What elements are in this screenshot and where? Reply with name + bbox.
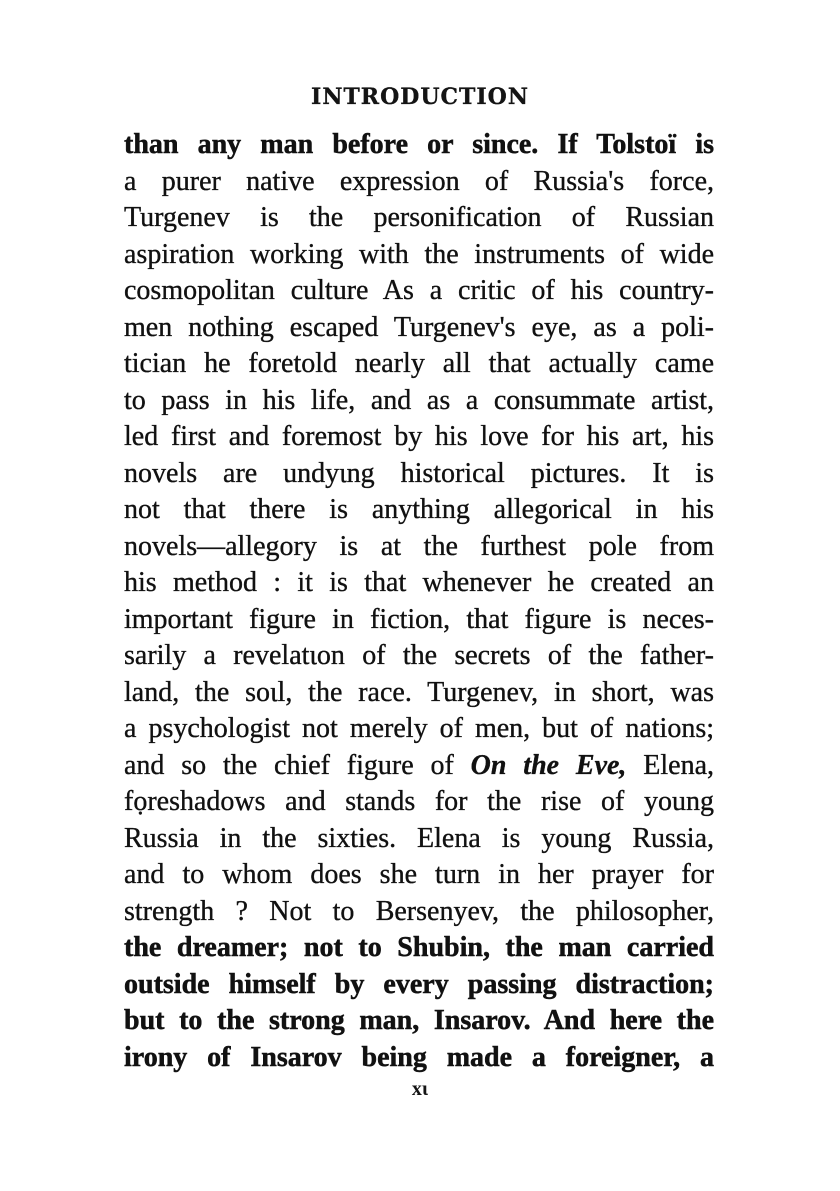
text-line-18 bbox=[124, 748, 714, 785]
text-line-11: not that there is anything allegorical in his bbox=[124, 494, 714, 525]
page-number: xι bbox=[411, 1078, 429, 1100]
text-line-8: to pass in his life, and as a consummate artist, bbox=[124, 384, 714, 416]
text-line-19: fọreshadows and stands for the rise of young bbox=[124, 786, 714, 817]
text-line-6: men nothing escaped Turgenev's eye, as a poli- bbox=[124, 311, 714, 343]
text-line-26: irony of Insarov being made a foreigner, a bbox=[124, 1041, 714, 1073]
text-line-10: novels are undyιng historical pictures. It is bbox=[124, 457, 714, 489]
running-title: INTRODUCTION bbox=[311, 84, 529, 110]
text-line-14: important figure in fiction, that figure is neces- bbox=[124, 603, 714, 635]
book-title-on-the-eve: On the Eve, bbox=[470, 749, 627, 781]
body-text bbox=[124, 127, 714, 1076]
text-line-12: novels—allegory is at the furthest pole from bbox=[124, 530, 714, 562]
text-line-18-lead: and so the chief figure of bbox=[124, 749, 454, 781]
text-line-18-tail: Elena, bbox=[643, 749, 715, 781]
text-line-3: Turgenev is the personification of Russian bbox=[124, 202, 714, 233]
text-line-7: tician he foretold nearly all that actually came bbox=[124, 348, 714, 379]
text-line-13: his method : it is that whenever he created an bbox=[124, 567, 714, 598]
text-line-23: the dreamer; not to Shubin, the man carried bbox=[124, 932, 714, 963]
text-line-16: land, the soιl, the race. Turgenev, in short, was bbox=[124, 676, 714, 708]
text-line-24: outside himself by every passing distraction; bbox=[124, 968, 714, 1000]
text-line-15: sarily a revelatιon of the secrets of the father- bbox=[124, 640, 714, 671]
text-line-25: but to the strong man, Insarov. And here the bbox=[124, 1005, 714, 1036]
text-line-21: and to whom does she turn in her prayer for bbox=[124, 859, 714, 890]
text-line-5: cosmopolitan culture As a critic of his country- bbox=[124, 275, 714, 306]
text-line-22: strength ? Not to Bersenyev, the philosopher, bbox=[124, 895, 714, 927]
text-line-2: a purer native expression of Russia's force, bbox=[124, 165, 714, 197]
text-line-17: a psychologist not merely of men, but of nations; bbox=[124, 713, 714, 744]
text-line-9: led first and foremost by his love for his art, his bbox=[124, 421, 714, 452]
text-line-4: aspiration working with the instruments of wide bbox=[124, 238, 714, 270]
text-line-1: than any man before or since. If Tolstoї is bbox=[124, 129, 714, 160]
text-line-20: Russia in the sixties. Elena is young Russia, bbox=[124, 822, 714, 854]
